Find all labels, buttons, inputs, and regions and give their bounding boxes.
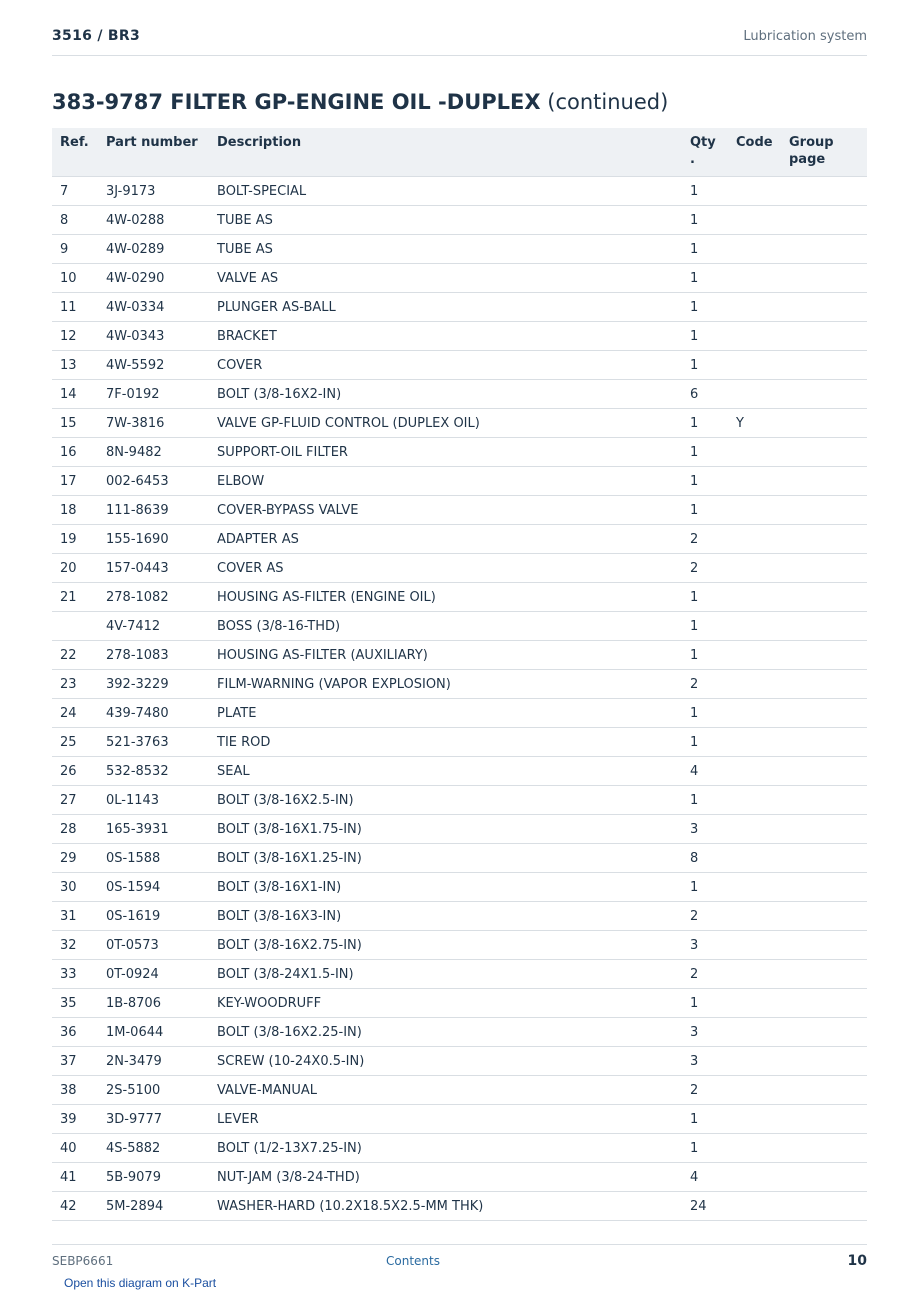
document-id: SEBP6661: [52, 1254, 114, 1268]
cell-part-number: 002-6453: [106, 467, 217, 496]
cell-ref: 20: [52, 554, 106, 583]
cell-group-page: [789, 1018, 867, 1047]
cell-group-page: [789, 264, 867, 293]
cell-ref: 30: [52, 873, 106, 902]
table-row: [52, 1018, 867, 1047]
cell-description: BOSS (3/8-16-THD): [217, 612, 690, 641]
cell-group-page: [789, 757, 867, 786]
cell-qty: 4: [690, 1163, 736, 1192]
cell-qty: 1: [690, 989, 736, 1018]
cell-description: BRACKET: [217, 322, 690, 351]
column-header-group-page: [789, 128, 867, 177]
cell-ref: 12: [52, 322, 106, 351]
cell-qty: 3: [690, 1018, 736, 1047]
table-row: [52, 380, 867, 409]
table-row: [52, 1076, 867, 1105]
cell-code: [736, 641, 789, 670]
cell-description: BOLT (3/8-24X1.5-IN): [217, 960, 690, 989]
cell-description: PLUNGER AS-BALL: [217, 293, 690, 322]
column-header-qty: [690, 128, 736, 177]
contents-link[interactable]: Contents: [386, 1254, 440, 1268]
title-code: 383-9787 FILTER GP-ENGINE OIL -DUPLEX: [52, 90, 541, 114]
cell-ref: 31: [52, 902, 106, 931]
table-row: [52, 1047, 867, 1076]
cell-ref: 16: [52, 438, 106, 467]
cell-ref: 25: [52, 728, 106, 757]
cell-part-number: 392-3229: [106, 670, 217, 699]
cell-part-number: 0T-0924: [106, 960, 217, 989]
cell-qty: 1: [690, 409, 736, 438]
column-header-qty-text: Qty .: [690, 135, 716, 167]
cell-part-number: 521-3763: [106, 728, 217, 757]
cell-qty: 1: [690, 786, 736, 815]
cell-code: [736, 1047, 789, 1076]
cell-qty: 1: [690, 1105, 736, 1134]
title-suffix: (continued): [547, 90, 669, 114]
cell-code: [736, 351, 789, 380]
table-row: [52, 525, 867, 554]
column-header-ref: Ref.: [52, 128, 106, 177]
cell-code: [736, 728, 789, 757]
table-row: [52, 960, 867, 989]
column-header-code: Code: [736, 128, 789, 177]
cell-code: [736, 554, 789, 583]
cell-group-page: [789, 235, 867, 264]
table-row: [52, 757, 867, 786]
cell-description: BOLT (3/8-16X1.25-IN): [217, 844, 690, 873]
cell-group-page: [789, 206, 867, 235]
cell-part-number: 0S-1588: [106, 844, 217, 873]
cell-group-page: [789, 612, 867, 641]
cell-part-number: 8N-9482: [106, 438, 217, 467]
parts-table-body: [52, 177, 867, 1221]
cell-code: [736, 960, 789, 989]
cell-ref: 28: [52, 815, 106, 844]
cell-qty: 1: [690, 264, 736, 293]
cell-qty: 1: [690, 467, 736, 496]
cell-qty: 2: [690, 554, 736, 583]
cell-code: [736, 1018, 789, 1047]
cell-group-page: [789, 1047, 867, 1076]
cell-qty: 6: [690, 380, 736, 409]
cell-code: [736, 496, 789, 525]
cell-qty: 1: [690, 177, 736, 206]
cell-ref: 41: [52, 1163, 106, 1192]
cell-part-number: 1B-8706: [106, 989, 217, 1018]
cell-code: [736, 670, 789, 699]
cell-description: BOLT (3/8-16X2-IN): [217, 380, 690, 409]
cell-code: Y: [736, 409, 789, 438]
cell-code: [736, 1163, 789, 1192]
cell-part-number: 0L-1143: [106, 786, 217, 815]
cell-part-number: 5B-9079: [106, 1163, 217, 1192]
cell-group-page: [789, 728, 867, 757]
cell-description: BOLT (3/8-16X2.75-IN): [217, 931, 690, 960]
cell-qty: 1: [690, 1134, 736, 1163]
table-row: [52, 554, 867, 583]
cell-part-number: 4W-5592: [106, 351, 217, 380]
page-header: [52, 28, 867, 56]
cell-ref: 13: [52, 351, 106, 380]
table-row: [52, 206, 867, 235]
cell-qty: 2: [690, 1076, 736, 1105]
cell-ref: 15: [52, 409, 106, 438]
cell-group-page: [789, 351, 867, 380]
table-row: [52, 931, 867, 960]
cell-code: [736, 525, 789, 554]
cell-part-number: 111-8639: [106, 496, 217, 525]
table-row: [52, 293, 867, 322]
cell-group-page: [789, 1105, 867, 1134]
cell-description: BOLT (3/8-16X2.25-IN): [217, 1018, 690, 1047]
cell-part-number: 7F-0192: [106, 380, 217, 409]
cell-code: [736, 583, 789, 612]
cell-group-page: [789, 554, 867, 583]
cell-qty: 3: [690, 815, 736, 844]
table-row: [52, 496, 867, 525]
table-row: [52, 1105, 867, 1134]
cell-description: BOLT (1/2-13X7.25-IN): [217, 1134, 690, 1163]
cell-code: [736, 1105, 789, 1134]
cell-part-number: 1M-0644: [106, 1018, 217, 1047]
cell-code: [736, 322, 789, 351]
cell-group-page: [789, 1134, 867, 1163]
cell-group-page: [789, 989, 867, 1018]
cell-qty: 2: [690, 525, 736, 554]
cell-description: WASHER-HARD (10.2X18.5X2.5-MM THK): [217, 1192, 690, 1221]
cell-description: ELBOW: [217, 467, 690, 496]
cell-qty: 1: [690, 496, 736, 525]
cell-description: VALVE GP-FLUID CONTROL (DUPLEX OIL): [217, 409, 690, 438]
page-footer: [52, 1244, 867, 1275]
cell-group-page: [789, 844, 867, 873]
cell-qty: 1: [690, 699, 736, 728]
cell-part-number: 0S-1619: [106, 902, 217, 931]
cell-code: [736, 206, 789, 235]
page-title: [52, 90, 668, 114]
cell-part-number: 4V-7412: [106, 612, 217, 641]
cell-code: [736, 1076, 789, 1105]
cell-code: [736, 1192, 789, 1221]
cell-code: [736, 815, 789, 844]
cell-group-page: [789, 438, 867, 467]
cell-ref: 9: [52, 235, 106, 264]
cell-code: [736, 844, 789, 873]
cell-group-page: [789, 496, 867, 525]
table-row: [52, 235, 867, 264]
column-header-description: Description: [217, 128, 690, 177]
cell-description: HOUSING AS-FILTER (ENGINE OIL): [217, 583, 690, 612]
cell-group-page: [789, 670, 867, 699]
cell-ref: 10: [52, 264, 106, 293]
cell-ref: 35: [52, 989, 106, 1018]
cell-qty: 1: [690, 235, 736, 264]
cell-description: VALVE AS: [217, 264, 690, 293]
table-row: [52, 728, 867, 757]
cell-ref: 17: [52, 467, 106, 496]
cell-part-number: 155-1690: [106, 525, 217, 554]
cell-ref: 18: [52, 496, 106, 525]
cell-part-number: 278-1082: [106, 583, 217, 612]
table-row: [52, 177, 867, 206]
table-row: [52, 467, 867, 496]
cell-qty: 3: [690, 931, 736, 960]
cell-code: [736, 786, 789, 815]
table-header-row: [52, 128, 867, 177]
cell-description: NUT-JAM (3/8-24-THD): [217, 1163, 690, 1192]
cell-part-number: 4W-0343: [106, 322, 217, 351]
cell-ref: 24: [52, 699, 106, 728]
table-row: [52, 438, 867, 467]
cell-code: [736, 757, 789, 786]
cell-code: [736, 235, 789, 264]
cell-part-number: 4W-0289: [106, 235, 217, 264]
cell-ref: 37: [52, 1047, 106, 1076]
cell-group-page: [789, 902, 867, 931]
cell-description: TUBE AS: [217, 235, 690, 264]
cell-description: BOLT (3/8-16X1-IN): [217, 873, 690, 902]
cell-group-page: [789, 641, 867, 670]
cell-description: SCREW (10-24X0.5-IN): [217, 1047, 690, 1076]
cell-description: ADAPTER AS: [217, 525, 690, 554]
cell-code: [736, 380, 789, 409]
cell-qty: 1: [690, 728, 736, 757]
cell-description: HOUSING AS-FILTER (AUXILIARY): [217, 641, 690, 670]
cell-qty: 3: [690, 1047, 736, 1076]
cell-part-number: 278-1083: [106, 641, 217, 670]
cell-description: BOLT (3/8-16X3-IN): [217, 902, 690, 931]
cell-qty: 1: [690, 206, 736, 235]
section-label: Lubrication system: [743, 29, 867, 44]
model-label: 3516 / BR3: [52, 28, 141, 44]
cell-description: BOLT-SPECIAL: [217, 177, 690, 206]
cell-qty: 1: [690, 322, 736, 351]
cell-ref: 27: [52, 786, 106, 815]
cell-code: [736, 699, 789, 728]
cell-qty: 1: [690, 612, 736, 641]
cell-part-number: 4S-5882: [106, 1134, 217, 1163]
cell-part-number: 157-0443: [106, 554, 217, 583]
cell-code: [736, 1134, 789, 1163]
cell-part-number: 532-8532: [106, 757, 217, 786]
cell-ref: 19: [52, 525, 106, 554]
cell-ref: 22: [52, 641, 106, 670]
cell-ref: 14: [52, 380, 106, 409]
cell-ref: 21: [52, 583, 106, 612]
cell-ref: 42: [52, 1192, 106, 1221]
cell-group-page: [789, 873, 867, 902]
cell-qty: 4: [690, 757, 736, 786]
cell-group-page: [789, 467, 867, 496]
cell-group-page: [789, 815, 867, 844]
cell-ref: 7: [52, 177, 106, 206]
cell-qty: 24: [690, 1192, 736, 1221]
cell-description: COVER: [217, 351, 690, 380]
cell-description: TUBE AS: [217, 206, 690, 235]
cell-part-number: 0T-0573: [106, 931, 217, 960]
cell-ref: 29: [52, 844, 106, 873]
cell-code: [736, 438, 789, 467]
cell-description: SEAL: [217, 757, 690, 786]
cell-group-page: [789, 931, 867, 960]
cell-code: [736, 931, 789, 960]
cell-description: BOLT (3/8-16X2.5-IN): [217, 786, 690, 815]
cell-part-number: 5M-2894: [106, 1192, 217, 1221]
table-row: [52, 351, 867, 380]
cell-group-page: [789, 322, 867, 351]
cell-description: TIE ROD: [217, 728, 690, 757]
cell-group-page: [789, 1076, 867, 1105]
cell-ref: 26: [52, 757, 106, 786]
cell-group-page: [789, 1192, 867, 1221]
cell-ref: 32: [52, 931, 106, 960]
cell-qty: 1: [690, 293, 736, 322]
cell-part-number: 165-3931: [106, 815, 217, 844]
cell-group-page: [789, 786, 867, 815]
cell-code: [736, 177, 789, 206]
cell-description: BOLT (3/8-16X1.75-IN): [217, 815, 690, 844]
parts-table: [52, 128, 867, 1221]
table-row: [52, 844, 867, 873]
cell-group-page: [789, 699, 867, 728]
cell-qty: 2: [690, 670, 736, 699]
cell-qty: 2: [690, 902, 736, 931]
cell-description: KEY-WOODRUFF: [217, 989, 690, 1018]
table-row: [52, 670, 867, 699]
table-row: [52, 786, 867, 815]
cell-code: [736, 902, 789, 931]
cell-group-page: [789, 409, 867, 438]
cell-code: [736, 467, 789, 496]
cell-qty: 1: [690, 351, 736, 380]
table-row: [52, 902, 867, 931]
cell-part-number: 439-7480: [106, 699, 217, 728]
column-header-group-page-text: Group page: [789, 135, 834, 167]
cell-part-number: 4W-0334: [106, 293, 217, 322]
cell-qty: 2: [690, 960, 736, 989]
cell-group-page: [789, 293, 867, 322]
table-row: [52, 264, 867, 293]
cell-description: FILM-WARNING (VAPOR EXPLOSION): [217, 670, 690, 699]
cell-group-page: [789, 583, 867, 612]
cell-part-number: 4W-0290: [106, 264, 217, 293]
cell-qty: 8: [690, 844, 736, 873]
table-row: [52, 583, 867, 612]
page-number: 10: [847, 1253, 867, 1269]
table-row: [52, 1134, 867, 1163]
cell-description: SUPPORT-OIL FILTER: [217, 438, 690, 467]
cell-ref: 33: [52, 960, 106, 989]
cell-description: LEVER: [217, 1105, 690, 1134]
table-row: [52, 699, 867, 728]
cell-part-number: 0S-1594: [106, 873, 217, 902]
cell-group-page: [789, 960, 867, 989]
cell-ref: 38: [52, 1076, 106, 1105]
column-header-part-number: Part number: [106, 128, 217, 177]
cell-ref: 36: [52, 1018, 106, 1047]
cell-ref: 40: [52, 1134, 106, 1163]
cell-group-page: [789, 380, 867, 409]
table-row: [52, 1163, 867, 1192]
cell-qty: 1: [690, 438, 736, 467]
cell-qty: 1: [690, 641, 736, 670]
cell-code: [736, 264, 789, 293]
cell-ref: 39: [52, 1105, 106, 1134]
cell-ref: 23: [52, 670, 106, 699]
cell-group-page: [789, 1163, 867, 1192]
cell-part-number: 2N-3479: [106, 1047, 217, 1076]
cell-part-number: 2S-5100: [106, 1076, 217, 1105]
table-row: [52, 989, 867, 1018]
table-row: [52, 873, 867, 902]
cell-qty: 1: [690, 583, 736, 612]
cell-code: [736, 873, 789, 902]
cell-description: VALVE-MANUAL: [217, 1076, 690, 1105]
cell-ref: [52, 612, 106, 641]
cell-group-page: [789, 525, 867, 554]
cell-code: [736, 989, 789, 1018]
cell-description: COVER-BYPASS VALVE: [217, 496, 690, 525]
cell-part-number: 7W-3816: [106, 409, 217, 438]
cell-description: COVER AS: [217, 554, 690, 583]
table-row: [52, 641, 867, 670]
cell-part-number: 3J-9173: [106, 177, 217, 206]
cell-qty: 1: [690, 873, 736, 902]
cell-ref: 11: [52, 293, 106, 322]
table-row: [52, 1192, 867, 1221]
cell-part-number: 4W-0288: [106, 206, 217, 235]
cell-group-page: [789, 177, 867, 206]
open-diagram-link[interactable]: Open this diagram on K-Part: [64, 1276, 217, 1290]
cell-part-number: 3D-9777: [106, 1105, 217, 1134]
table-row: [52, 409, 867, 438]
cell-code: [736, 612, 789, 641]
table-row: [52, 322, 867, 351]
table-row: [52, 815, 867, 844]
cell-ref: 8: [52, 206, 106, 235]
table-row: [52, 612, 867, 641]
cell-description: PLATE: [217, 699, 690, 728]
cell-code: [736, 293, 789, 322]
